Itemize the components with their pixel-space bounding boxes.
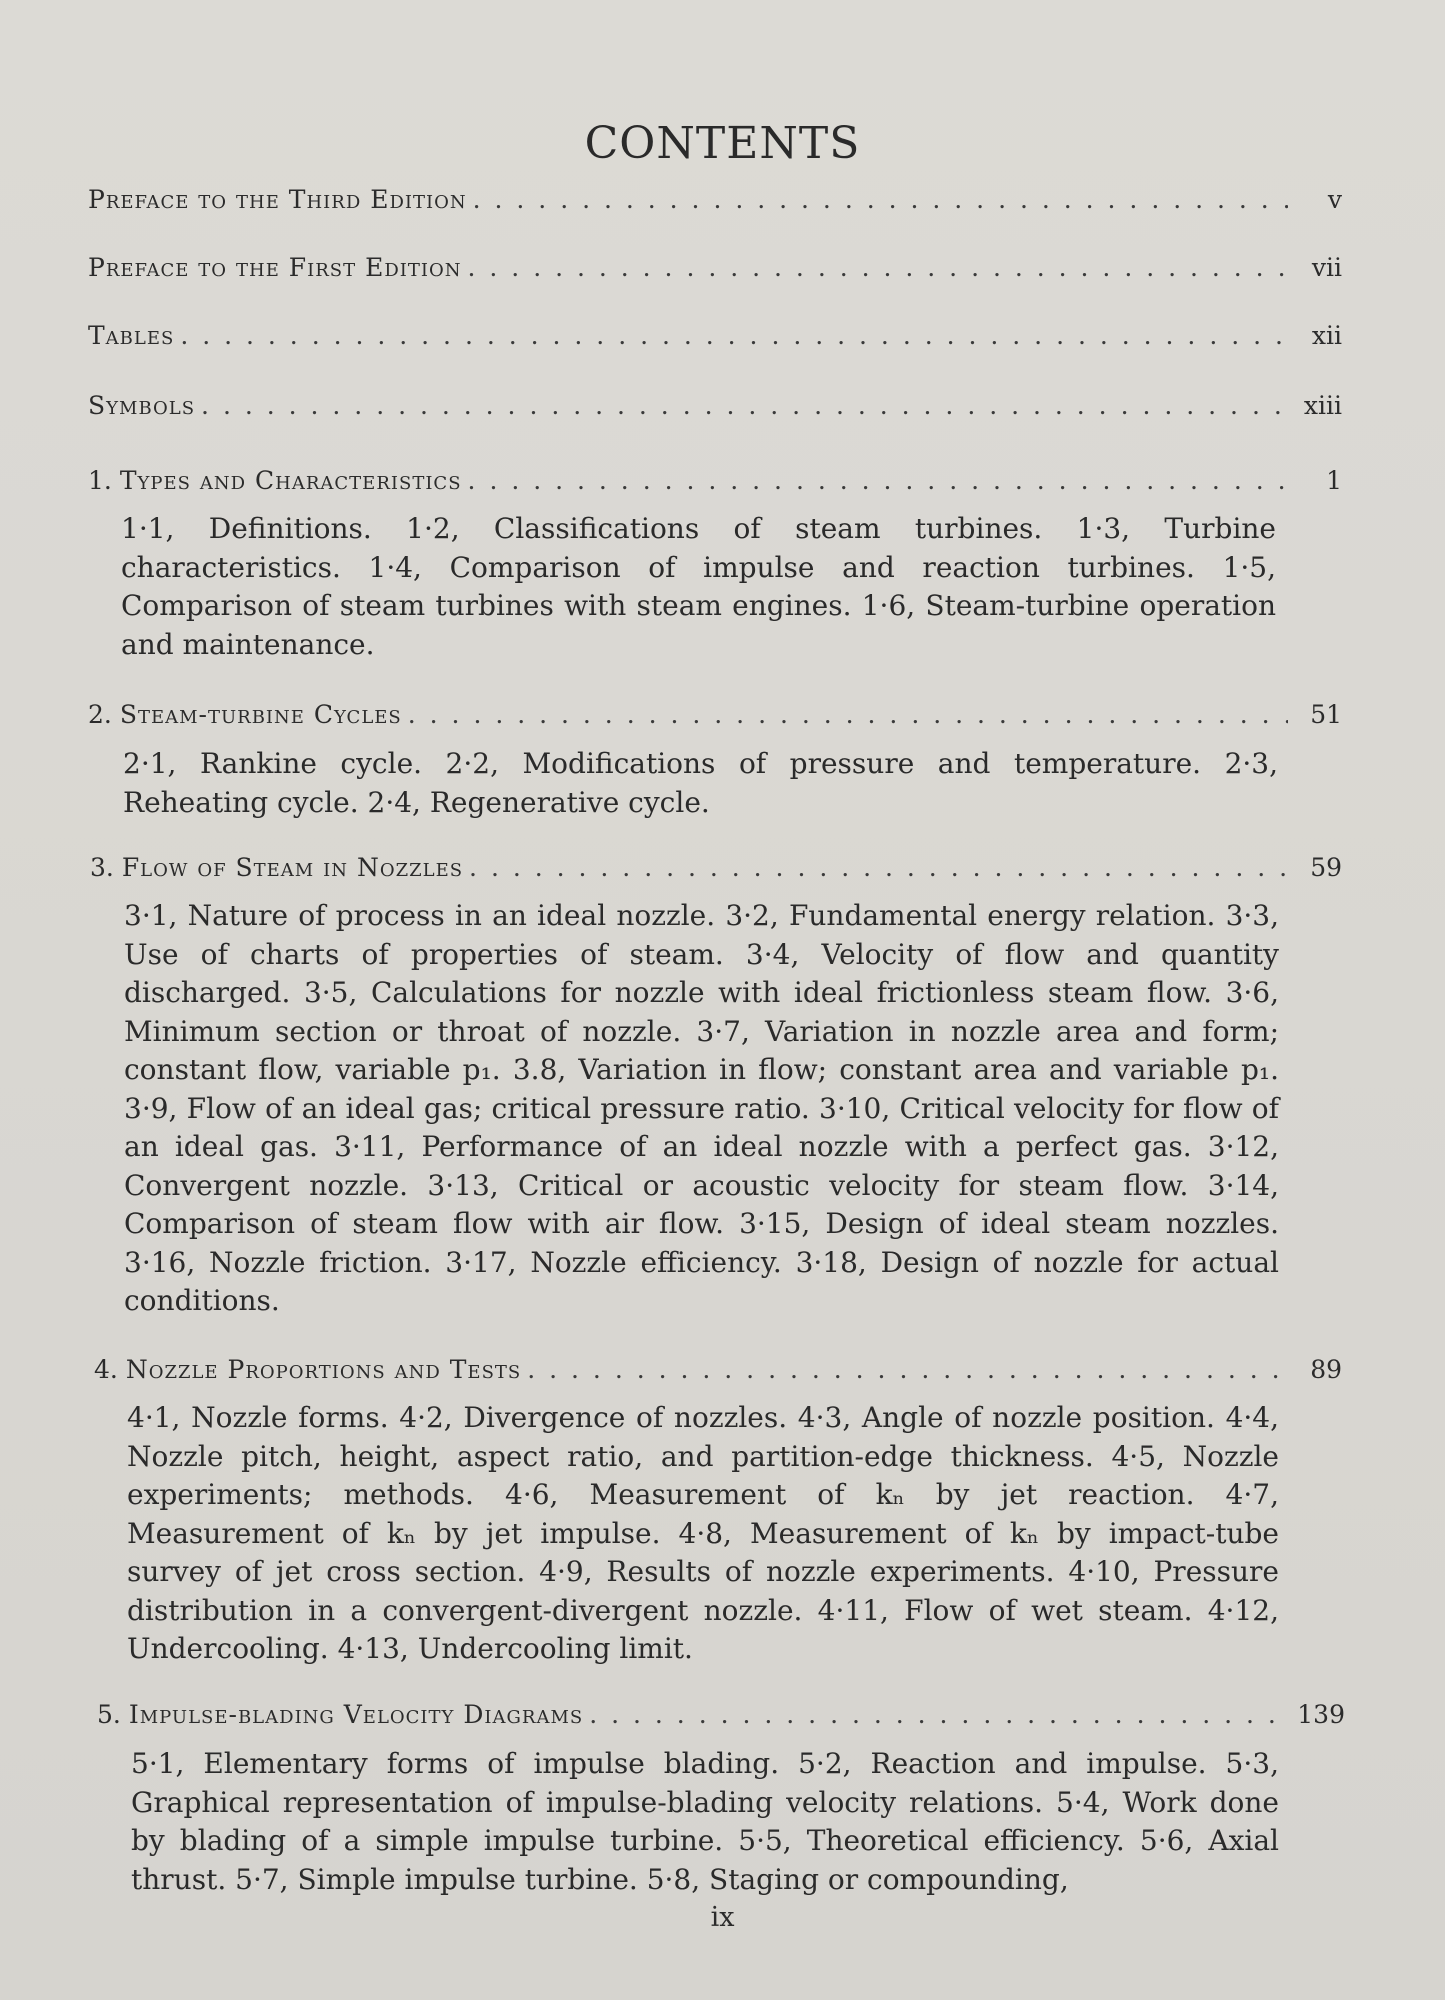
chapter-number: 2.	[88, 700, 112, 729]
toc-chapter-2[interactable]	[88, 700, 1342, 729]
chapter-title: Steam-turbine Cycles	[119, 700, 402, 729]
dot-leader	[468, 253, 1288, 282]
toc-entry-label: Preface to the First Edition	[88, 253, 462, 282]
chapter-page: 59	[1310, 853, 1342, 882]
toc-chapter-4[interactable]	[94, 1355, 1342, 1384]
chapter-number: 3.	[90, 853, 114, 882]
chapter-number: 5.	[97, 1700, 121, 1729]
chapter-page: 139	[1297, 1700, 1345, 1729]
chapter-page: 1	[1326, 466, 1342, 495]
dot-leader	[527, 1355, 1288, 1384]
page-title: CONTENTS	[584, 118, 861, 169]
toc-entry-tables[interactable]	[88, 321, 1342, 350]
toc-entry-symbols[interactable]	[88, 391, 1342, 420]
toc-entry-label: Symbols	[88, 391, 196, 420]
dot-leader	[408, 700, 1288, 729]
chapter-page: 51	[1310, 700, 1342, 729]
chapter-2-sections: 2·1, Rankine cycle. 2·2, Modifications of pressure and temperature. 2·3, Reheating cycle. 2·4, Regenerative cycle.	[123, 747, 1278, 819]
chapter-4-sections: 4·1, Nozzle forms. 4·2, Divergence of nozzles. 4·3, Angle of nozzle position. 4·4, Nozzle pitch, height, aspect ratio, and partition-edge thickness. 4·5, Nozzle experiments; methods. 4·6, Measurement of kₙ by jet reaction. 4·7, Measurement of kₙ by jet impulse. 4·8, Measurement of kₙ by impact-tube survey of jet cross section. 4·9, Results of nozzle experiments. 4·10, Pressure distribution in a convergent-divergent nozzle. 4·11, Flow of wet steam. 4·12, Undercooling. 4·13, Undercooling limit.	[127, 1401, 1279, 1665]
chapter-page: 89	[1310, 1355, 1342, 1384]
toc-entry-preface-third[interactable]	[88, 185, 1342, 214]
dot-leader	[468, 466, 1288, 495]
toc-entry-page: xiii	[1303, 391, 1342, 420]
chapter-title: Impulse-blading Velocity Diagrams	[128, 1700, 584, 1729]
toc-entry-label: Tables	[88, 321, 175, 350]
dot-leader	[473, 185, 1288, 214]
chapter-title: Types and Characteristics	[119, 466, 462, 495]
dot-leader	[180, 321, 1288, 350]
chapter-title: Flow of Steam in Nozzles	[121, 853, 464, 882]
chapter-3-sections: 3·1, Nature of process in an ideal nozzle. 3·2, Fundamental energy relation. 3·3, Use of charts of properties of steam. 3·4, Velocity of flow and quantity discharged. 3·5, Calculations for nozzle with ideal frictionless steam flow. 3·6, Minimum section or throat of nozzle. 3·7, Variation in nozzle area and form; constant flow, variable p₁. 3.8, Variation in flow; constant area and variable p₁. 3·9, Flow of an ideal gas; critical pressure ratio. 3·10, Critical velocity for flow of an ideal gas. 3·11, Performance of an ideal nozzle with a perfect gas. 3·12, Convergent nozzle. 3·13, Critical or acoustic velocity for steam flow. 3·14, Comparison of steam flow with air flow. 3·15, Design of ideal steam nozzles. 3·16, Nozzle friction. 3·17, Nozzle efficiency. 3·18, Design of nozzle for actual conditions.	[124, 899, 1279, 1317]
chapter-1-sections: 1·1, Definitions. 1·2, Classifications of steam turbines. 1·3, Turbine characteristics. 1·4, Comparison of impulse and reaction turbines. 1·5, Comparison of steam turbines with steam engines. 1·6, Steam-turbine operation and maintenance.	[121, 512, 1276, 661]
toc-chapter-3[interactable]	[90, 853, 1342, 882]
chapter-number: 1.	[88, 466, 112, 495]
toc-entry-page: vii	[1311, 253, 1342, 282]
page-number: ix	[710, 1902, 735, 1933]
dot-leader	[201, 391, 1288, 420]
toc-entry-preface-first[interactable]	[88, 253, 1342, 282]
chapter-5-sections: 5·1, Elementary forms of impulse blading. 5·2, Reaction and impulse. 5·3, Graphical representation of impulse-blading velocity relations. 5·4, Work done by blading of a simple impulse turbine. 5·5, Theoretical efficiency. 5·6, Axial thrust. 5·7, Simple impulse turbine. 5·8, Staging or compounding,	[131, 1747, 1279, 1896]
dot-leader	[469, 853, 1288, 882]
toc-entry-page: v	[1327, 185, 1342, 214]
dot-leader	[589, 1700, 1287, 1729]
toc-entry-page: xii	[1311, 321, 1342, 350]
toc-entry-label: Preface to the Third Edition	[88, 185, 467, 214]
chapter-title: Nozzle Proportions and Tests	[125, 1355, 522, 1384]
toc-chapter-1[interactable]	[88, 466, 1342, 495]
toc-chapter-5[interactable]	[97, 1700, 1345, 1729]
chapter-number: 4.	[94, 1355, 118, 1384]
